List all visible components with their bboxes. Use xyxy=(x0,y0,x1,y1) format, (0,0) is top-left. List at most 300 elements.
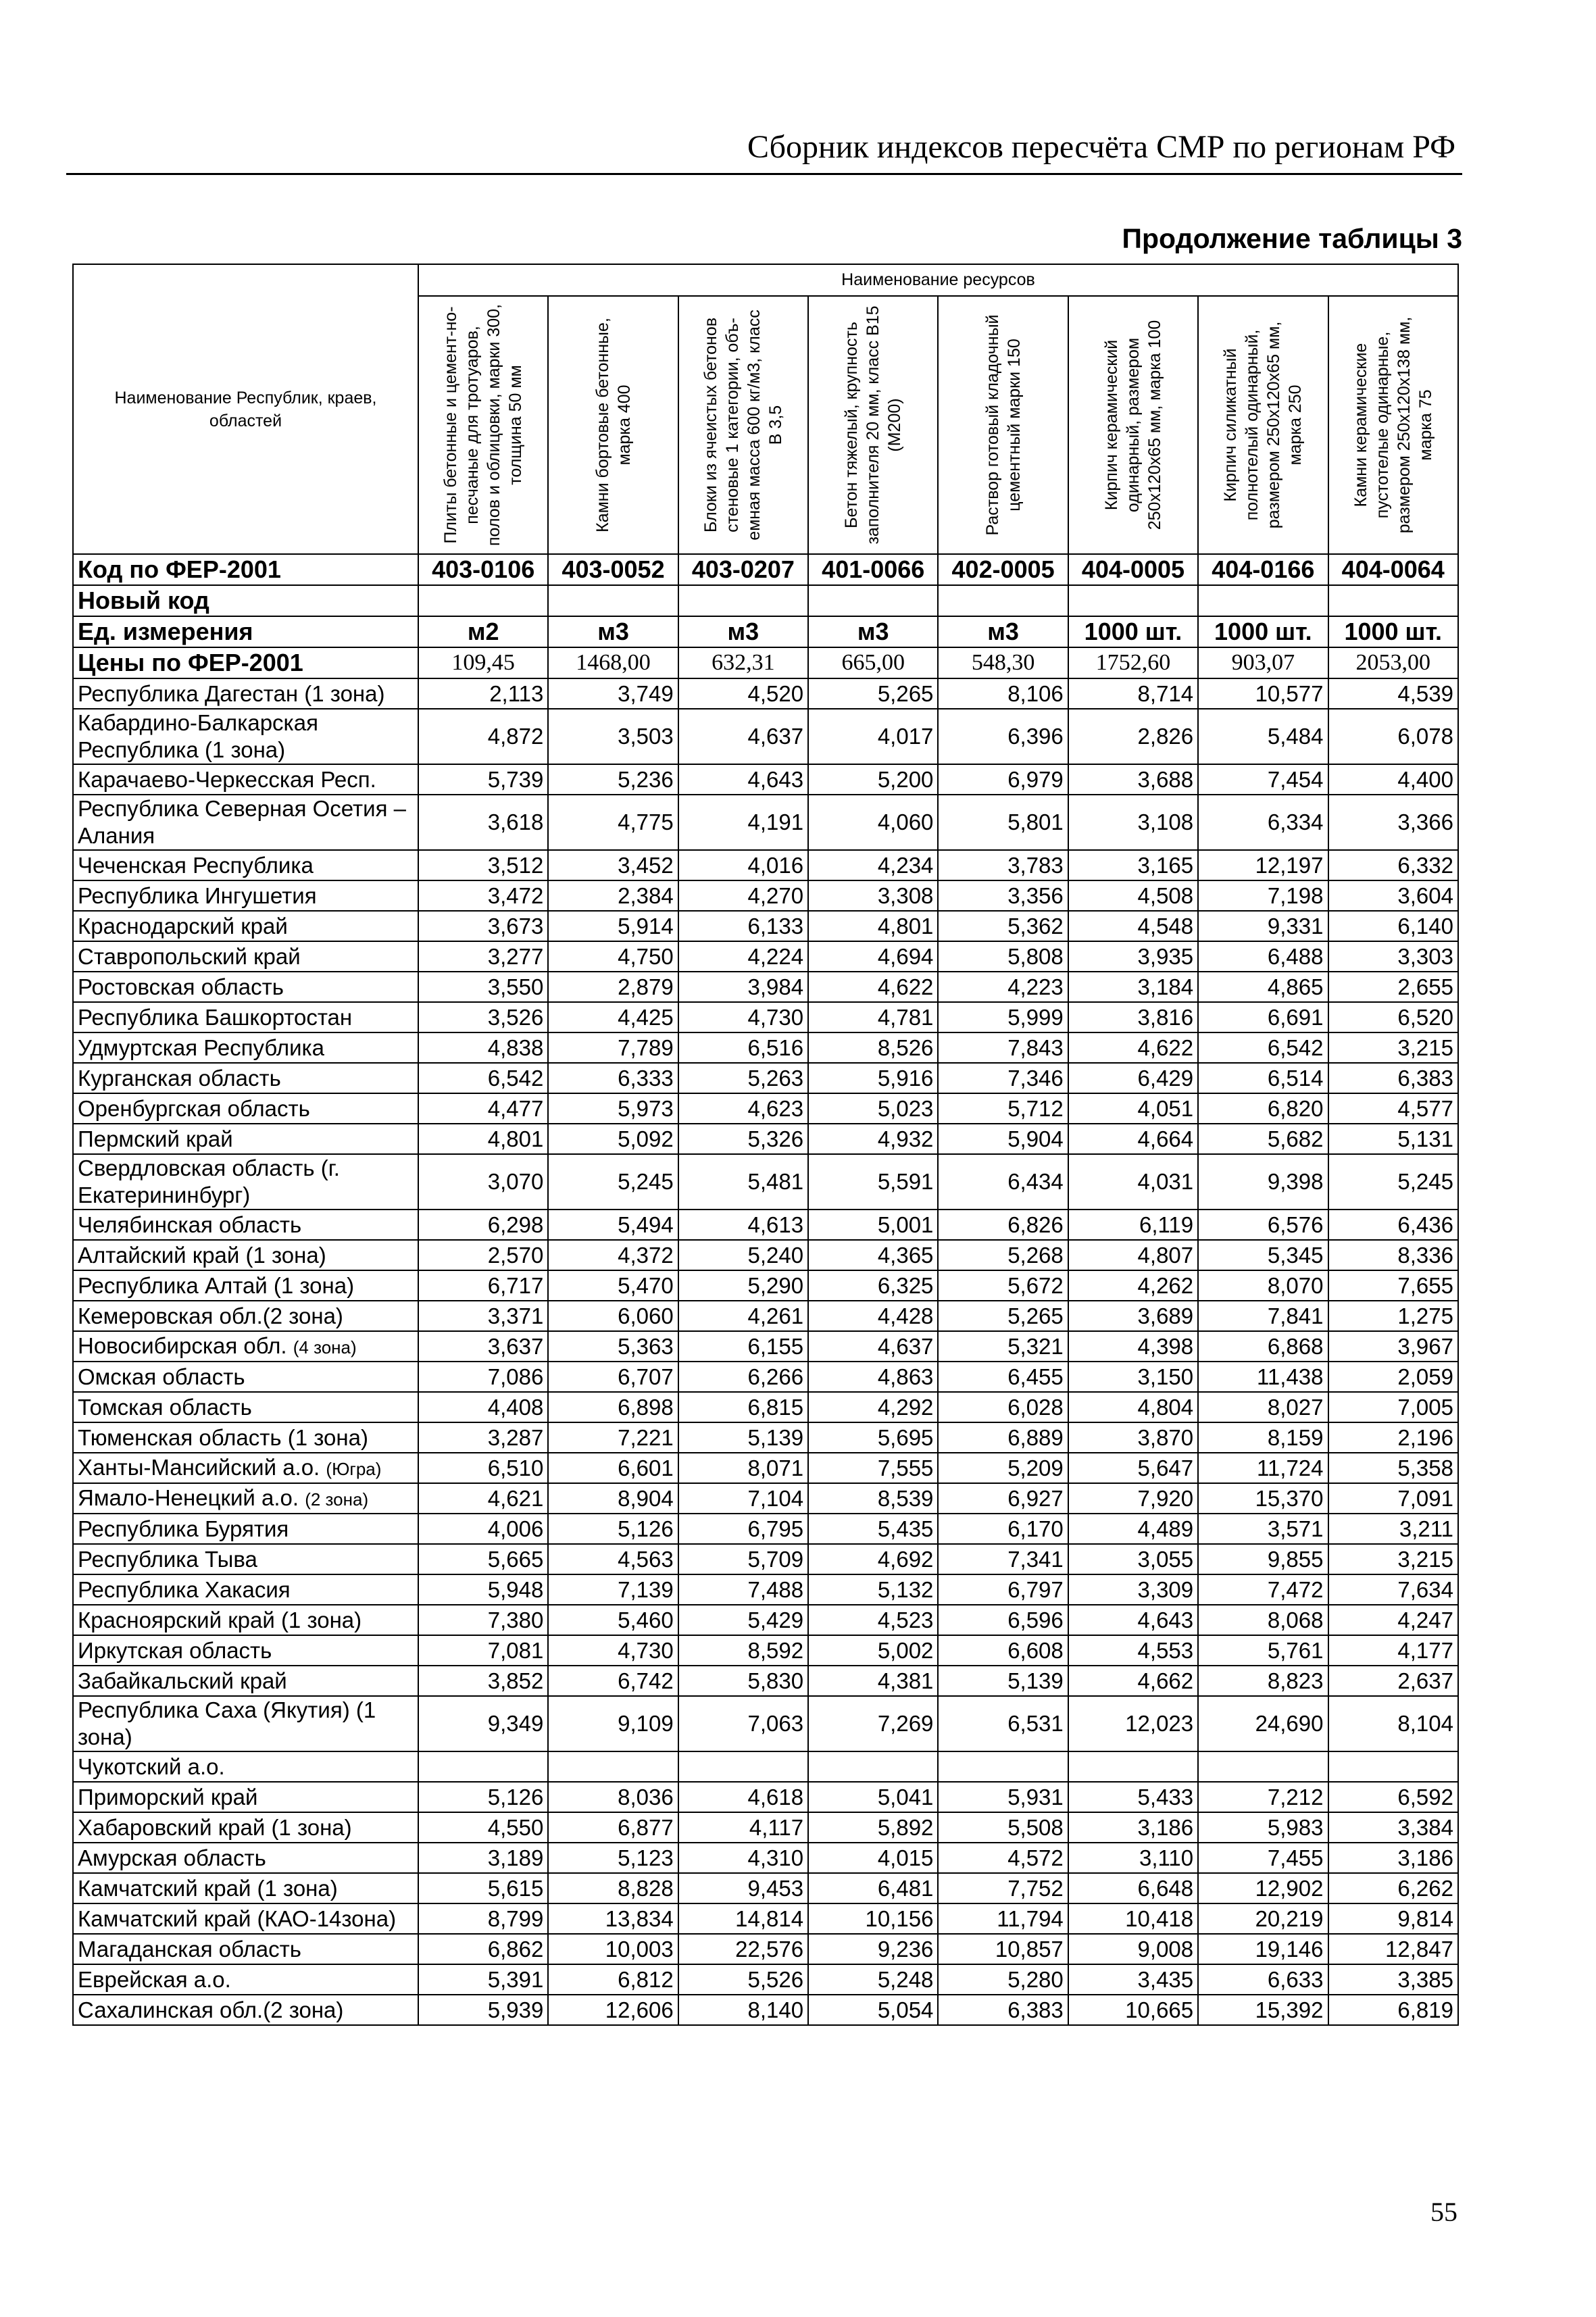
region-name xyxy=(73,1873,418,1903)
index-value: 9,236 xyxy=(808,1934,938,1964)
index-value: 6,510 xyxy=(418,1453,548,1483)
index-value: 5,265 xyxy=(808,678,938,709)
index-value: 7,634 xyxy=(1328,1574,1459,1605)
index-value: 7,454 xyxy=(1198,764,1328,795)
region-row xyxy=(73,1002,1458,1032)
index-value: 7,063 xyxy=(678,1696,808,1751)
region-name xyxy=(73,850,418,880)
index-value: 8,106 xyxy=(938,678,1068,709)
index-value: 10,857 xyxy=(938,1934,1068,1964)
region-name-text: Свердловская область (г. Екатерининбург) xyxy=(78,1155,340,1207)
region-row xyxy=(73,1666,1458,1696)
region-row xyxy=(73,1063,1458,1093)
index-value: 3,186 xyxy=(1068,1812,1198,1843)
region-row xyxy=(73,1903,1458,1934)
region-name-text: Тюменская область (1 зона) xyxy=(78,1424,368,1450)
index-value: 6,078 xyxy=(1328,709,1459,764)
index-value: 5,245 xyxy=(1328,1154,1459,1210)
index-value: 7,212 xyxy=(1198,1782,1328,1812)
index-value: 4,622 xyxy=(808,972,938,1002)
index-value: 3,550 xyxy=(418,972,548,1002)
code-cell: 403-0106 xyxy=(418,554,548,585)
index-value: 5,712 xyxy=(938,1093,1068,1124)
index-value: 4,031 xyxy=(1068,1154,1198,1210)
region-name-text: Челябинская область xyxy=(78,1212,302,1237)
price-cell: 1752,60 xyxy=(1068,647,1198,678)
resource-column-header xyxy=(1068,296,1198,554)
index-value: 5,739 xyxy=(418,764,548,795)
index-value: 9,398 xyxy=(1198,1154,1328,1210)
region-row xyxy=(73,1514,1458,1544)
index-value: 5,494 xyxy=(548,1210,678,1240)
index-value: 3,503 xyxy=(548,709,678,764)
index-value xyxy=(548,1751,678,1782)
index-value: 4,643 xyxy=(1068,1605,1198,1635)
index-value: 8,592 xyxy=(678,1635,808,1666)
region-note: (Югра) xyxy=(326,1458,382,1479)
index-value: 4,613 xyxy=(678,1210,808,1240)
unit-cell: м3 xyxy=(548,616,678,647)
index-value: 6,691 xyxy=(1198,1002,1328,1032)
index-value: 3,984 xyxy=(678,972,808,1002)
index-value: 6,333 xyxy=(548,1063,678,1093)
index-value: 3,688 xyxy=(1068,764,1198,795)
region-name xyxy=(73,1544,418,1574)
region-row xyxy=(73,880,1458,911)
index-value: 8,526 xyxy=(808,1032,938,1063)
unit-cell: м3 xyxy=(808,616,938,647)
region-name-text: Чукотский а.о. xyxy=(78,1753,225,1779)
index-value: 5,983 xyxy=(1198,1812,1328,1843)
index-value: 2,655 xyxy=(1328,972,1459,1002)
region-name-text: Ханты-Мансийский а.о. xyxy=(78,1454,320,1480)
index-value: 4,477 xyxy=(418,1093,548,1124)
index-value: 5,916 xyxy=(808,1063,938,1093)
index-value: 4,548 xyxy=(1068,911,1198,941)
index-value: 8,714 xyxy=(1068,678,1198,709)
index-value: 4,694 xyxy=(808,941,938,972)
region-name xyxy=(73,1453,418,1483)
index-value: 6,608 xyxy=(938,1635,1068,1666)
index-value: 5,682 xyxy=(1198,1124,1328,1154)
index-value: 6,396 xyxy=(938,709,1068,764)
index-value: 6,434 xyxy=(938,1154,1068,1210)
index-value: 3,749 xyxy=(548,678,678,709)
index-value: 6,542 xyxy=(1198,1032,1328,1063)
region-row xyxy=(73,1574,1458,1605)
index-value: 5,131 xyxy=(1328,1124,1459,1154)
index-value: 3,870 xyxy=(1068,1422,1198,1453)
index-value: 6,979 xyxy=(938,764,1068,795)
index-value: 4,637 xyxy=(678,709,808,764)
region-name xyxy=(73,1093,418,1124)
unit-row-label: Ед. измерения xyxy=(73,616,418,647)
index-value: 4,006 xyxy=(418,1514,548,1544)
index-value: 8,336 xyxy=(1328,1240,1459,1270)
index-value: 2,570 xyxy=(418,1240,548,1270)
index-value: 4,621 xyxy=(418,1483,548,1514)
new-code-cell xyxy=(938,585,1068,616)
index-value: 7,198 xyxy=(1198,880,1328,911)
region-name xyxy=(73,1751,418,1782)
region-name-text: Курганская область xyxy=(78,1065,281,1091)
region-name-text: Карачаево-Черкесская Респ. xyxy=(78,766,376,792)
region-name xyxy=(73,1574,418,1605)
index-value: 5,948 xyxy=(418,1574,548,1605)
index-value: 5,041 xyxy=(808,1782,938,1812)
index-value: 9,855 xyxy=(1198,1544,1328,1574)
index-value: 5,132 xyxy=(808,1574,938,1605)
index-value: 4,223 xyxy=(938,972,1068,1002)
region-row xyxy=(73,1301,1458,1331)
region-row xyxy=(73,1124,1458,1154)
index-value: 6,819 xyxy=(1328,1995,1459,2025)
region-row xyxy=(73,1392,1458,1422)
code-cell: 403-0052 xyxy=(548,554,678,585)
price-cell: 109,45 xyxy=(418,647,548,678)
index-value: 3,618 xyxy=(418,795,548,850)
index-value: 3,189 xyxy=(418,1843,548,1873)
index-value: 7,341 xyxy=(938,1544,1068,1574)
page-number: 55 xyxy=(1430,2197,1457,2227)
region-row xyxy=(73,1964,1458,1995)
region-name xyxy=(73,1666,418,1696)
index-value: 3,150 xyxy=(1068,1362,1198,1392)
index-value: 7,086 xyxy=(418,1362,548,1392)
index-value: 4,234 xyxy=(808,850,938,880)
region-name-text: Камчатский край (КАО-14зона) xyxy=(78,1905,397,1931)
region-name-text: Пермский край xyxy=(78,1126,233,1151)
index-value: 4,637 xyxy=(808,1331,938,1362)
region-row xyxy=(73,1635,1458,1666)
region-row xyxy=(73,678,1458,709)
region-name xyxy=(73,764,418,795)
index-value: 7,789 xyxy=(548,1032,678,1063)
index-value: 5,999 xyxy=(938,1002,1068,1032)
index-value: 3,571 xyxy=(1198,1514,1328,1544)
index-value: 15,392 xyxy=(1198,1995,1328,2025)
region-row xyxy=(73,1843,1458,1873)
index-value: 4,577 xyxy=(1328,1093,1459,1124)
index-value: 6,155 xyxy=(678,1331,808,1362)
code-row-label: Код по ФЕР-2001 xyxy=(73,554,418,585)
index-value: 6,140 xyxy=(1328,911,1459,941)
index-value: 3,967 xyxy=(1328,1331,1459,1362)
region-row xyxy=(73,850,1458,880)
index-value: 6,262 xyxy=(1328,1873,1459,1903)
index-value: 7,655 xyxy=(1328,1270,1459,1301)
index-value: 7,005 xyxy=(1328,1392,1459,1422)
header-rule xyxy=(66,173,1462,175)
index-value: 4,425 xyxy=(548,1002,678,1032)
index-value: 6,520 xyxy=(1328,1002,1459,1032)
index-value xyxy=(1068,1751,1198,1782)
index-value: 7,139 xyxy=(548,1574,678,1605)
unit-cell: м2 xyxy=(418,616,548,647)
index-value: 6,596 xyxy=(938,1605,1068,1635)
region-name xyxy=(73,1605,418,1635)
index-value: 6,797 xyxy=(938,1574,1068,1605)
index-value: 2,826 xyxy=(1068,709,1198,764)
region-row xyxy=(73,709,1458,764)
code-cell: 404-0166 xyxy=(1198,554,1328,585)
index-value: 7,221 xyxy=(548,1422,678,1453)
index-value: 2,879 xyxy=(548,972,678,1002)
region-name xyxy=(73,1422,418,1453)
index-value: 3,673 xyxy=(418,911,548,941)
index-value: 5,263 xyxy=(678,1063,808,1093)
price-cell: 903,07 xyxy=(1198,647,1328,678)
index-value: 10,156 xyxy=(808,1903,938,1934)
index-value: 11,724 xyxy=(1198,1453,1328,1483)
index-value: 8,071 xyxy=(678,1453,808,1483)
index-value: 8,070 xyxy=(1198,1270,1328,1301)
index-value: 3,211 xyxy=(1328,1514,1459,1544)
region-row xyxy=(73,1270,1458,1301)
index-value: 6,542 xyxy=(418,1063,548,1093)
region-row xyxy=(73,911,1458,941)
index-value: 4,643 xyxy=(678,764,808,795)
index-value: 5,761 xyxy=(1198,1635,1328,1666)
index-value: 7,269 xyxy=(808,1696,938,1751)
index-value: 4,508 xyxy=(1068,880,1198,911)
region-name-text: Республика Дагестан (1 зона) xyxy=(78,680,385,706)
price-row xyxy=(73,647,1458,678)
index-value: 6,707 xyxy=(548,1362,678,1392)
index-value: 24,690 xyxy=(1198,1696,1328,1751)
index-value: 4,261 xyxy=(678,1301,808,1331)
region-name-text: Хабаровский край (1 зона) xyxy=(78,1814,352,1840)
index-value: 4,872 xyxy=(418,709,548,764)
price-cell: 1468,00 xyxy=(548,647,678,678)
resource-column-name: Раствор готовый кладочный цементный марки 150 xyxy=(982,314,1024,536)
index-value: 4,781 xyxy=(808,1002,938,1032)
region-name xyxy=(73,1362,418,1392)
new-code-cell xyxy=(548,585,678,616)
index-value: 5,695 xyxy=(808,1422,938,1453)
region-name xyxy=(73,1483,418,1514)
index-value: 6,826 xyxy=(938,1210,1068,1240)
index-value: 7,380 xyxy=(418,1605,548,1635)
index-value: 4,016 xyxy=(678,850,808,880)
index-value: 5,481 xyxy=(678,1154,808,1210)
index-value: 5,023 xyxy=(808,1093,938,1124)
index-value: 6,325 xyxy=(808,1270,938,1301)
index-value: 6,927 xyxy=(938,1483,1068,1514)
index-value: 7,104 xyxy=(678,1483,808,1514)
code-cell: 401-0066 xyxy=(808,554,938,585)
new-code-cell xyxy=(1068,585,1198,616)
index-value: 12,902 xyxy=(1198,1873,1328,1903)
region-name xyxy=(73,911,418,941)
index-value: 6,481 xyxy=(808,1873,938,1903)
index-value: 4,060 xyxy=(808,795,938,850)
index-value: 6,633 xyxy=(1198,1964,1328,1995)
index-value: 4,664 xyxy=(1068,1124,1198,1154)
index-value: 6,877 xyxy=(548,1812,678,1843)
index-value: 6,531 xyxy=(938,1696,1068,1751)
index-value: 6,298 xyxy=(418,1210,548,1240)
regional-index-table xyxy=(72,264,1459,2026)
region-name xyxy=(73,1635,418,1666)
index-value: 3,215 xyxy=(1328,1032,1459,1063)
index-value: 2,196 xyxy=(1328,1422,1459,1453)
index-value: 4,730 xyxy=(548,1635,678,1666)
region-name xyxy=(73,678,418,709)
region-name-text: Сахалинская обл.(2 зона) xyxy=(78,1997,344,2022)
index-value: 5,931 xyxy=(938,1782,1068,1812)
code-cell: 403-0207 xyxy=(678,554,808,585)
region-row xyxy=(73,1812,1458,1843)
resource-column-name: Камни керамические пустотелые одинарные, размером 250х120х138 мм, марка 75 xyxy=(1351,316,1435,534)
region-name-text: Иркутская область xyxy=(78,1637,272,1663)
index-value: 8,828 xyxy=(548,1873,678,1903)
index-value: 4,539 xyxy=(1328,678,1459,709)
index-value: 9,349 xyxy=(418,1696,548,1751)
index-value: 5,526 xyxy=(678,1964,808,1995)
resources-group-header: Наименование ресурсов xyxy=(418,264,1458,296)
index-value: 4,381 xyxy=(808,1666,938,1696)
index-value: 9,331 xyxy=(1198,911,1328,941)
region-row xyxy=(73,1782,1458,1812)
unit-cell: м3 xyxy=(678,616,808,647)
region-row xyxy=(73,1483,1458,1514)
index-value: 5,290 xyxy=(678,1270,808,1301)
index-value xyxy=(418,1751,548,1782)
index-value: 5,209 xyxy=(938,1453,1068,1483)
index-value: 7,920 xyxy=(1068,1483,1198,1514)
index-value: 3,452 xyxy=(548,850,678,880)
resource-column-name: Бетон тяжелый, крупность заполнителя 20 мм, класс В15 (М200) xyxy=(842,305,905,545)
region-name-text: Оренбургская область xyxy=(78,1095,310,1121)
index-value: 11,438 xyxy=(1198,1362,1328,1392)
index-value: 5,358 xyxy=(1328,1453,1459,1483)
price-cell: 548,30 xyxy=(938,647,1068,678)
region-name xyxy=(73,1331,418,1362)
region-row xyxy=(73,1240,1458,1270)
index-value: 6,332 xyxy=(1328,850,1459,880)
region-note: (2 зона) xyxy=(305,1489,369,1510)
index-value: 7,472 xyxy=(1198,1574,1328,1605)
index-value: 4,017 xyxy=(808,709,938,764)
resource-column-name: Плиты бетонные и цемент-но-песчаные для тротуаров, полов и облицовки, марки 300, толщина 50 мм xyxy=(441,304,526,546)
region-name xyxy=(73,1301,418,1331)
region-row xyxy=(73,764,1458,795)
unit-row xyxy=(73,616,1458,647)
region-name xyxy=(73,1124,418,1154)
index-value: 4,838 xyxy=(418,1032,548,1063)
region-name xyxy=(73,1392,418,1422)
index-value xyxy=(1328,1751,1459,1782)
index-value: 4,572 xyxy=(938,1843,1068,1873)
index-value xyxy=(938,1751,1068,1782)
index-value: 3,108 xyxy=(1068,795,1198,850)
index-value: 19,146 xyxy=(1198,1934,1328,1964)
index-value: 1,275 xyxy=(1328,1301,1459,1331)
unit-cell: м3 xyxy=(938,616,1068,647)
index-value: 5,672 xyxy=(938,1270,1068,1301)
region-name-text: Алтайский край (1 зона) xyxy=(78,1242,326,1268)
region-name-text: Республика Алтай (1 зона) xyxy=(78,1272,355,1298)
index-value: 6,383 xyxy=(1328,1063,1459,1093)
index-value: 3,935 xyxy=(1068,941,1198,972)
index-value: 5,391 xyxy=(418,1964,548,1995)
region-name-text: Республика Башкортостан xyxy=(78,1004,353,1030)
index-value: 3,366 xyxy=(1328,795,1459,850)
index-value: 4,622 xyxy=(1068,1032,1198,1063)
index-value: 5,460 xyxy=(548,1605,678,1635)
index-value: 6,812 xyxy=(548,1964,678,1995)
index-value: 5,429 xyxy=(678,1605,808,1635)
index-value: 3,184 xyxy=(1068,972,1198,1002)
index-value: 4,400 xyxy=(1328,764,1459,795)
resource-column-header xyxy=(938,296,1068,554)
index-value: 3,110 xyxy=(1068,1843,1198,1873)
index-value: 5,709 xyxy=(678,1544,808,1574)
index-value: 5,002 xyxy=(808,1635,938,1666)
index-value: 4,618 xyxy=(678,1782,808,1812)
index-value: 6,488 xyxy=(1198,941,1328,972)
index-value: 8,904 xyxy=(548,1483,678,1514)
index-value: 7,455 xyxy=(1198,1843,1328,1873)
index-value: 4,662 xyxy=(1068,1666,1198,1696)
index-value: 8,539 xyxy=(808,1483,938,1514)
index-value: 3,852 xyxy=(418,1666,548,1696)
resource-column-header xyxy=(1328,296,1459,554)
index-value: 5,123 xyxy=(548,1843,678,1873)
region-name-text: Камчатский край (1 зона) xyxy=(78,1875,338,1901)
region-name-text: Амурская область xyxy=(78,1845,266,1870)
region-name xyxy=(73,709,418,764)
region-note: (4 зона) xyxy=(293,1337,357,1357)
index-value: 6,820 xyxy=(1198,1093,1328,1124)
index-value: 6,795 xyxy=(678,1514,808,1544)
index-value: 20,219 xyxy=(1198,1903,1328,1934)
region-name xyxy=(73,795,418,850)
index-value: 4,750 xyxy=(548,941,678,972)
index-value: 5,470 xyxy=(548,1270,678,1301)
new-code-row-label: Новый код xyxy=(73,585,418,616)
index-value: 2,637 xyxy=(1328,1666,1459,1696)
index-value: 5,268 xyxy=(938,1240,1068,1270)
index-value: 8,036 xyxy=(548,1782,678,1812)
index-value: 5,326 xyxy=(678,1124,808,1154)
region-row xyxy=(73,1696,1458,1751)
index-value: 4,730 xyxy=(678,1002,808,1032)
region-name xyxy=(73,1154,418,1210)
region-name xyxy=(73,880,418,911)
index-value: 5,665 xyxy=(418,1544,548,1574)
region-row xyxy=(73,972,1458,1002)
index-value: 4,563 xyxy=(548,1544,678,1574)
index-value: 4,520 xyxy=(678,678,808,709)
index-value: 3,186 xyxy=(1328,1843,1459,1873)
index-value: 5,001 xyxy=(808,1210,938,1240)
index-value: 6,862 xyxy=(418,1934,548,1964)
index-value: 4,623 xyxy=(678,1093,808,1124)
index-value: 3,303 xyxy=(1328,941,1459,972)
index-value: 3,526 xyxy=(418,1002,548,1032)
region-name xyxy=(73,1270,418,1301)
index-value: 3,689 xyxy=(1068,1301,1198,1331)
index-value: 2,113 xyxy=(418,678,548,709)
region-name-text: Ростовская область xyxy=(78,974,284,999)
index-value: 4,262 xyxy=(1068,1270,1198,1301)
index-value: 3,604 xyxy=(1328,880,1459,911)
region-row xyxy=(73,1422,1458,1453)
index-value: 4,932 xyxy=(808,1124,938,1154)
region-name-text: Приморский край xyxy=(78,1784,258,1810)
